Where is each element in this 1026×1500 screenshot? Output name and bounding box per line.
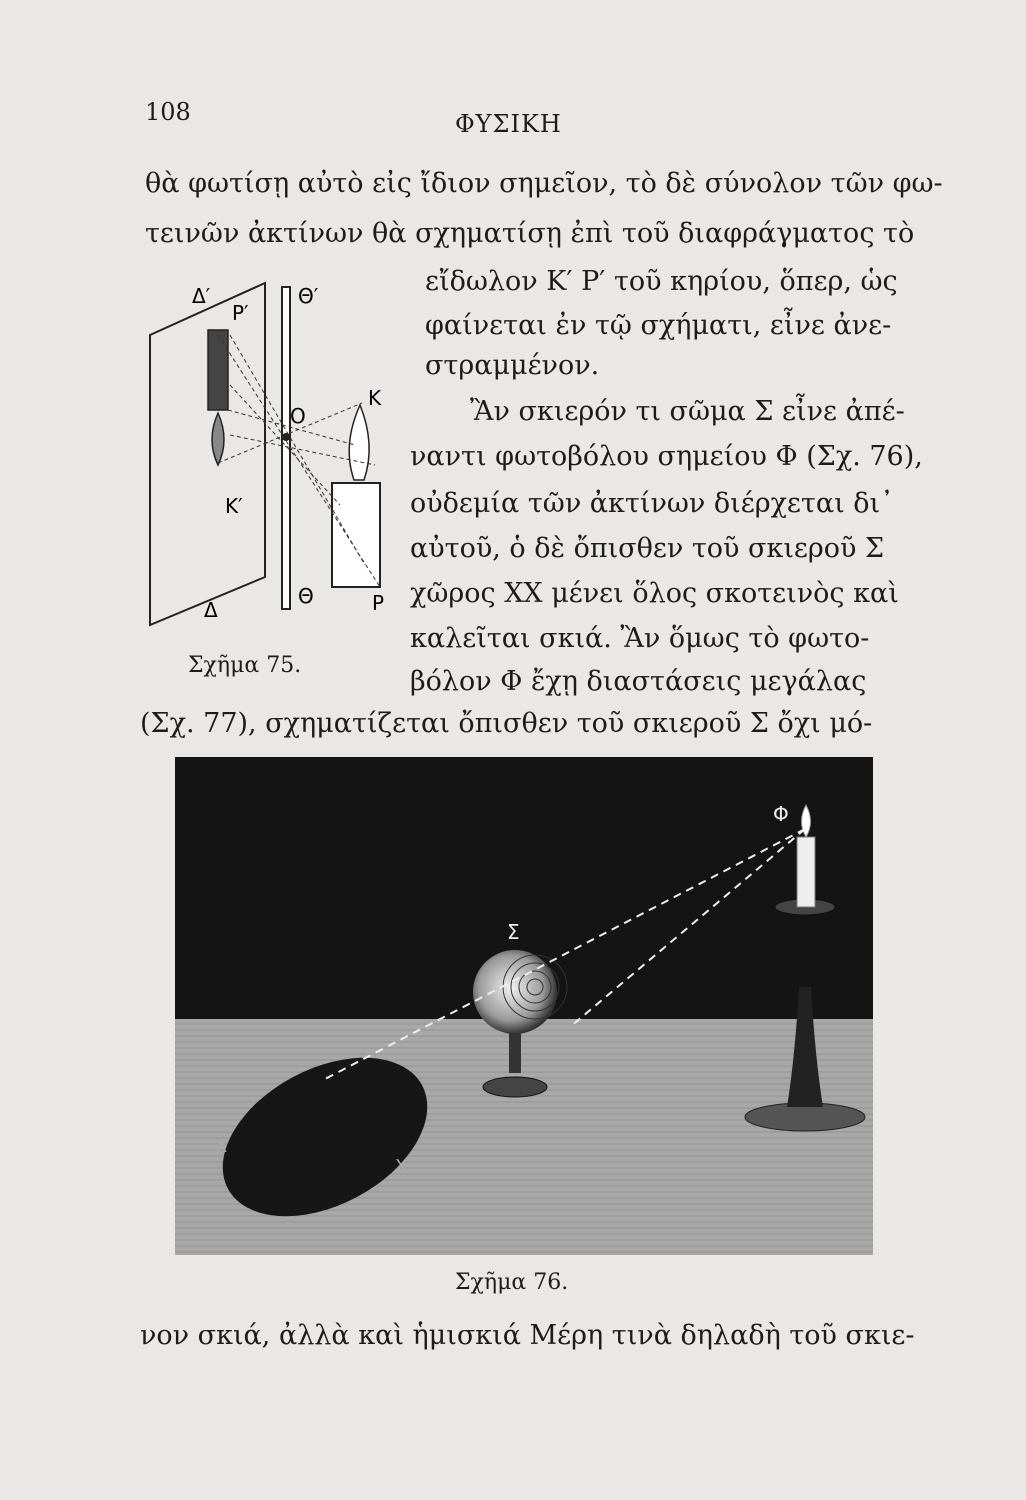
label-k: Κ xyxy=(368,386,382,410)
text-line: τεινῶν ἀκτίνων θὰ σχηματίσῃ ἐπὶ τοῦ διαφράγματος τὸ xyxy=(145,218,915,249)
label-r: Ρ xyxy=(372,591,385,615)
label-theta: Θ xyxy=(298,584,314,608)
inverted-flame xyxy=(212,413,224,465)
text-line: θὰ φωτίσῃ αὐτὸ εἰς ἴδιον σημεῖον, τὸ δὲ σύνολον τῶν φω- xyxy=(145,168,943,199)
text-line: ναντι φωτοβόλου σημείου Φ (Σχ. 76), xyxy=(410,441,923,472)
label-theta-prime: Θ′ xyxy=(298,284,319,308)
text-line: οὐδεμία τῶν ἀκτίνων διέρχεται δι᾽ xyxy=(410,488,894,519)
text-line: Ἂν σκιερόν τι σῶμα Σ εἶνε ἀπέ- xyxy=(470,396,905,427)
pinhole xyxy=(282,433,290,441)
text-line: εἴδωλον Κ′ Ρ′ τοῦ κηρίου, ὅπερ, ὡς xyxy=(425,266,898,297)
page-number: 108 xyxy=(145,98,191,126)
globe-stand xyxy=(509,1033,521,1073)
label-k-prime: Κ′ xyxy=(225,494,243,518)
label-r-prime: Ρ′ xyxy=(232,301,249,325)
text-line: φαίνεται ἐν τῷ σχήματι, εἶνε ἀνε- xyxy=(425,310,892,341)
light-rays xyxy=(218,335,380,587)
figure-75-diagram xyxy=(140,265,410,655)
diaphragm xyxy=(282,287,290,609)
text-line: χῶρος ΧΧ μένει ὅλος σκοτεινὸς καὶ xyxy=(410,578,899,609)
inverted-candle xyxy=(208,330,228,410)
label-phi: Φ xyxy=(773,802,789,826)
text-line: νον σκιά, ἀλλὰ καὶ ἡμισκιά Μέρη τινὰ δηλαδὴ τοῦ σκιε- xyxy=(140,1320,915,1351)
label-x-left: Χ xyxy=(215,1136,228,1157)
text-line: καλεῖται σκιά. Ἂν ὅμως τὸ φωτο- xyxy=(410,623,870,654)
label-o: Ο xyxy=(290,404,306,428)
figure-76-caption: Σχῆμα 76. xyxy=(455,1270,569,1295)
globe-base xyxy=(483,1077,547,1097)
candlestick-base xyxy=(745,1103,865,1131)
label-d-prime: Δ′ xyxy=(192,284,211,308)
text-line: βόλον Φ ἔχῃ διαστάσεις μεγάλας xyxy=(410,666,867,697)
text-line: στραμμένον. xyxy=(425,350,600,381)
text-line: αὐτοῦ, ὁ δὲ ὄπισθεν τοῦ σκιεροῦ Σ xyxy=(410,533,885,564)
label-x-right: Χ xyxy=(395,1156,408,1177)
text-line: (Σχ. 77), σχηματίζεται ὄπισθεν τοῦ σκιεροῦ Σ ὄχι μό- xyxy=(140,708,873,739)
candle-76 xyxy=(797,837,815,907)
label-d: Δ xyxy=(204,598,218,622)
candle xyxy=(332,483,380,587)
figure-75-caption: Σχῆμα 75. xyxy=(188,653,302,678)
label-sigma: Σ xyxy=(507,920,520,944)
figure-76-illustration xyxy=(175,757,873,1255)
candle-flame xyxy=(349,405,369,480)
running-title: ΦΥΣΙΚΗ xyxy=(455,110,562,138)
